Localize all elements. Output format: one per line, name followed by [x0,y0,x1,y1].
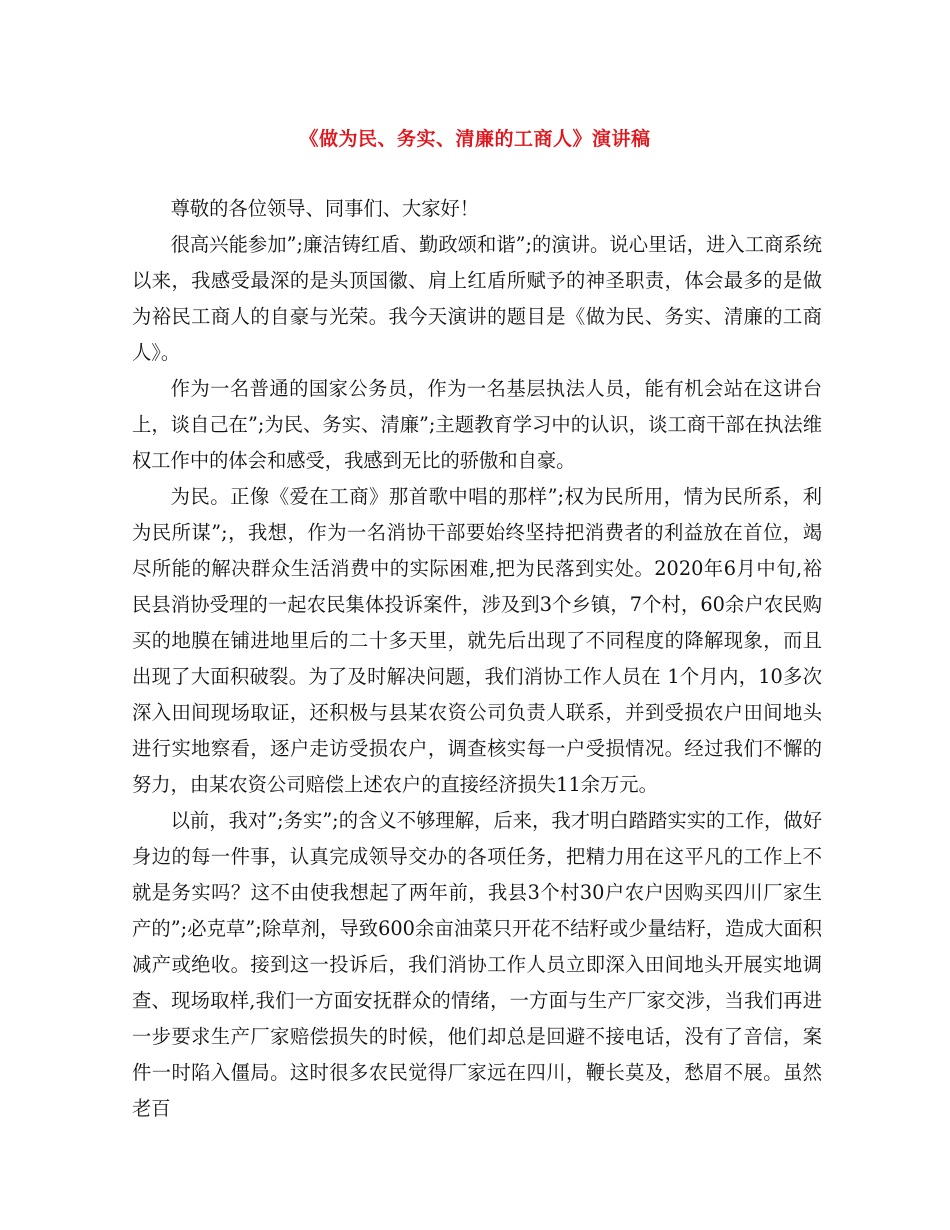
document-title: 《做为民、务实、清廉的工商人》演讲稿 [299,128,651,150]
paragraph-civil-servant: 作为一名普通的国家公务员，作为一名基层执法人员，能有机会站在这讲台上，谈自己在”;为民、务实、清廉”;主题教育学习中的认识，谈工商干部在执法维权工作中的体会和感受，我感到无比的骄傲和自豪。 [132,377,822,472]
document-body [132,191,822,1127]
paragraph-greeting: 尊敬的各位领导、同事们、大家好！ [170,197,480,220]
paragraph-for-the-people: 为民。正像《爱在工商》那首歌中唱的那样”;权为民所用，情为民所系，利为民所谋”;，我想，作为一名消协干部要始终坚持把消费者的利益放在首位，竭尽所能的解决群众生活消费中的实际困难,把为民落到实处。2020年6月中旬,裕民县消协受理的一起农民集体投诉案件，涉及到3个乡镇，7个村，60余户农民购买的地膜在铺进地里后的二十多天里，就先后出现了不同程度的降解现象，而且出现了大面积破裂。为了及时解决问题，我们消协工作人员在 1个月内，10多次深入田间现场取证，还积极与县某农资公司负责人联系，并到受损农户田间地头进行实地察看，逐户走访受损农户，调查核实每一户受损情况。经过我们不懈的努力，由某农资公司赔偿上述农户的直接经济损失11余万元。 [132,485,822,796]
paragraph-intro: 很高兴能参加”;廉洁铸红盾、勤政颂和谐”;的演讲。说心里话，进入工商系统以来，我感受最深的是头顶国徽、肩上红盾所赋予的神圣职责，体会最多的是做为裕民工商人的自豪与光荣。我今天演讲的题目是《做为民、务实、清廉的工商人》。 [132,233,822,364]
paragraph-pragmatic: 以前，我对”;务实”;的含义不够理解，后来，我才明白踏踏实实的工作，做好身边的每一件事，认真完成领导交办的各项任务，把精力用在这平凡的工作上不就是务实吗？这不由使我想起了两年前，我县3个村30户农户因购买四川厂家生产的”;必克草”;除草剂，导致600余亩油菜只开花不结籽或少量结籽，造成大面积减产或绝收。接到这一投诉后，我们消协工作人员立即深入田间地头开展实地调查、现场取样,我们一方面安抚群众的情绪，一方面与生产厂家交涉，当我们再进一步要求生产厂家赔偿损失的时候，他们却总是回避不接电话，没有了音信，案件一时陷入僵局。这时很多农民觉得厂家远在四川，鞭长莫及，愁眉不展。虽然老百 [132,809,822,1120]
